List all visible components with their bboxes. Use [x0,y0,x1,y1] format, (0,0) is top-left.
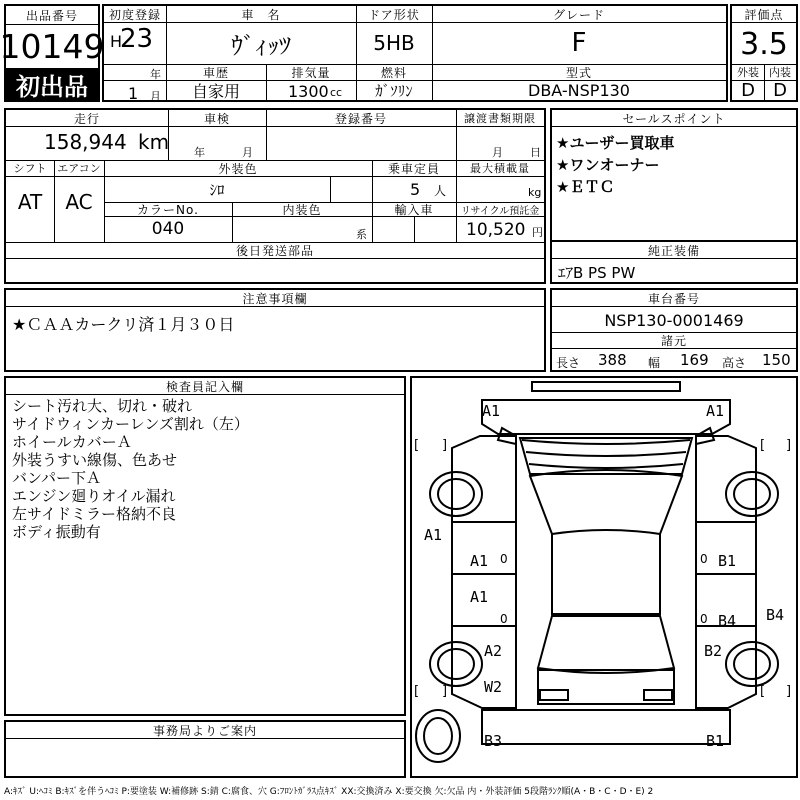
length-label: 長さ [556,356,581,370]
grade-label: グレード [552,7,605,22]
inspection-label: 車検 [203,111,230,126]
history-label: 車歴 [202,65,229,80]
bracket-close: ] [442,438,448,453]
caution-label: 注意事項欄 [242,291,308,306]
office-label: 事務局よりご案内 [152,723,257,738]
chassis-box [550,288,798,372]
legend-footer: A:ｷｽﾞ U:ﾍｺﾐ B:ｷｽﾞを伴うﾍｺﾐ P:要塗装 W:補修跡 S:錆 C:腐食、穴 G:ﾌﾛﾝﾄｶﾞﾗｽ点ｷｽﾞ XX:交換済み X:要交換 欠:欠品 内・外装評価 5段階ﾗﾝｸ順(A・B・C・D・E) 2 [4,787,654,797]
interior-label: 内装 [769,66,791,79]
int-color-label: 内装色 [282,202,322,217]
sales-points-box [550,108,798,242]
width-label: 幅 [648,356,661,370]
door-label: ドア形状 [368,7,420,22]
recycle-label: リサイクル預託金 [460,205,540,217]
damage-mark: A2 [484,642,503,660]
inspector-label: 検査員記入欄 [165,379,244,394]
shift: AT [17,190,43,214]
car-name: ｳﾞｨｯﾂ [231,31,291,60]
reg-number-label: 登録番号 [334,111,387,126]
max-load-unit: kg [528,186,542,199]
zero-mark: 0 [700,552,708,566]
capacity: 5 [410,180,421,199]
damage-mark: A1 [706,402,725,420]
damage-mark: A1 [424,526,443,544]
door: 5HB [373,31,415,55]
damage-mark: B3 [484,732,503,750]
model: DBA-NSP130 [528,80,630,100]
damage-mark: A1 [470,552,489,570]
damage-mark: B1 [706,732,725,750]
first-reg-label: 初度登録 [108,7,161,22]
inspector-note: サイドウィンカーレンズ割れ（左） [12,415,249,433]
inspector-note: ボディ振動有 [12,523,101,541]
first-reg-month: 1 [128,84,139,103]
equipment-label: 純正装備 [647,243,700,258]
bracket-close: ] [442,684,448,699]
damage-mark: B2 [704,642,723,660]
bracket-open: [ [414,438,420,453]
capacity-label: 乗車定員 [387,161,440,176]
length: 388 [598,351,627,369]
office-box [4,720,406,778]
transfer-month-unit: 月 [492,146,503,159]
height: 150 [762,351,791,369]
mileage: 158,944 [44,130,127,154]
lot-cell [0,4,105,102]
parts-label: 後日発送部品 [235,243,314,258]
inspector-box [4,376,406,716]
ext-color: ｼﾛ [209,180,225,199]
inspector-note: 左サイドミラー格納不良 [12,505,176,523]
damage-mark: B1 [718,552,737,570]
exterior-label: 外装 [737,66,759,79]
inspection-month-unit: 月 [242,146,253,159]
color-no-label: カラーNo. [137,202,199,217]
mileage-unit: km [138,130,170,154]
inspection-year-unit: 年 [194,146,205,159]
zero-mark: 0 [500,552,508,566]
equipment-value: ｴｱB PS PW [558,264,636,282]
ac: AC [65,190,93,214]
displacement-unit: cc [330,86,343,99]
inspector-note: 外装うすい線傷、色あせ [12,451,178,469]
transfer-label: 譲渡書類期限 [464,112,536,125]
inspector-note: エンジン廻りオイル漏れ [12,487,176,505]
interior-grade: D [773,79,787,101]
damage-mark: A1 [482,402,501,420]
sales-point-item: ★ＥＴＣ [556,178,615,196]
grade: F [571,28,587,58]
score-cell [730,4,798,102]
zero-mark: 0 [500,612,508,626]
zero-mark: 0 [700,612,708,626]
model-label: 型式 [565,65,592,80]
bracket-close: ] [786,684,792,699]
capacity-unit: 人 [434,184,447,198]
displacement-label: 排気量 [291,65,331,80]
inspector-notes [12,397,249,541]
sales-points-label: セールスポイント [622,111,726,126]
damage-mark: B4 [718,612,737,630]
score: 3.5 [740,26,788,62]
car-diagram [412,378,796,776]
import-label: 輸入車 [394,202,434,217]
year-unit: 年 [150,68,161,81]
equipment-box [550,240,798,284]
lot-label: 出品番号 [25,8,78,23]
inspector-note: ホイールカバーＡ [12,433,132,451]
fuel: ｶﾞｿﾘﾝ [375,81,413,100]
bracket-open: [ [414,684,420,699]
header-table [0,4,798,103]
ext-color-label: 外装色 [218,161,258,176]
width: 169 [680,351,709,369]
transfer-day-unit: 日 [530,146,541,159]
car-name-label: 車 名 [241,7,281,22]
bracket-open: [ [760,684,766,699]
recycle-unit: 円 [532,226,543,239]
bracket-close: ] [786,438,792,453]
first-reg-year: 23 [120,24,154,54]
sales-point-item: ★ワンオーナー [556,156,660,174]
first-listing-badge: 初出品 [6,68,98,100]
history: 自家用 [191,81,240,101]
fuel-label: 燃料 [380,65,407,80]
vehicle-header [102,4,728,102]
caution-value: ★ＣＡＡカークリ済１月３０日 [12,315,235,334]
lot-number: 10149 [0,26,105,66]
ac-label: エアコン [57,162,101,175]
era: H [110,32,123,51]
damage-mark: W2 [484,678,503,696]
color-no: 040 [151,219,185,239]
inspector-note: シート汚れ大、切れ・破れ [12,397,193,415]
int-color-suffix: 系 [356,228,367,241]
car-diagram-box [410,376,798,778]
damage-mark: A1 [470,588,489,606]
bracket-open: [ [760,438,766,453]
chassis-label: 車台番号 [647,291,700,306]
inspector-note: バンパー下Ａ [12,469,101,487]
mileage-label: 走行 [73,111,100,126]
displacement: 1300 [288,82,329,101]
exterior-grade: D [741,79,755,101]
height-label: 高さ [722,356,747,370]
specs-label: 諸元 [660,333,687,348]
month-unit: 月 [150,90,161,103]
details-table [4,108,546,284]
chassis-number: NSP130-0001469 [604,310,744,330]
damage-mark: B4 [766,606,785,624]
recycle: 10,520 [466,220,526,240]
sales-point-item: ★ユーザー買取車 [556,134,675,152]
score-label: 評価点 [744,7,784,22]
max-load-label: 最大積載量 [470,162,530,175]
shift-label: シフト [13,162,47,175]
caution-box [4,288,546,372]
